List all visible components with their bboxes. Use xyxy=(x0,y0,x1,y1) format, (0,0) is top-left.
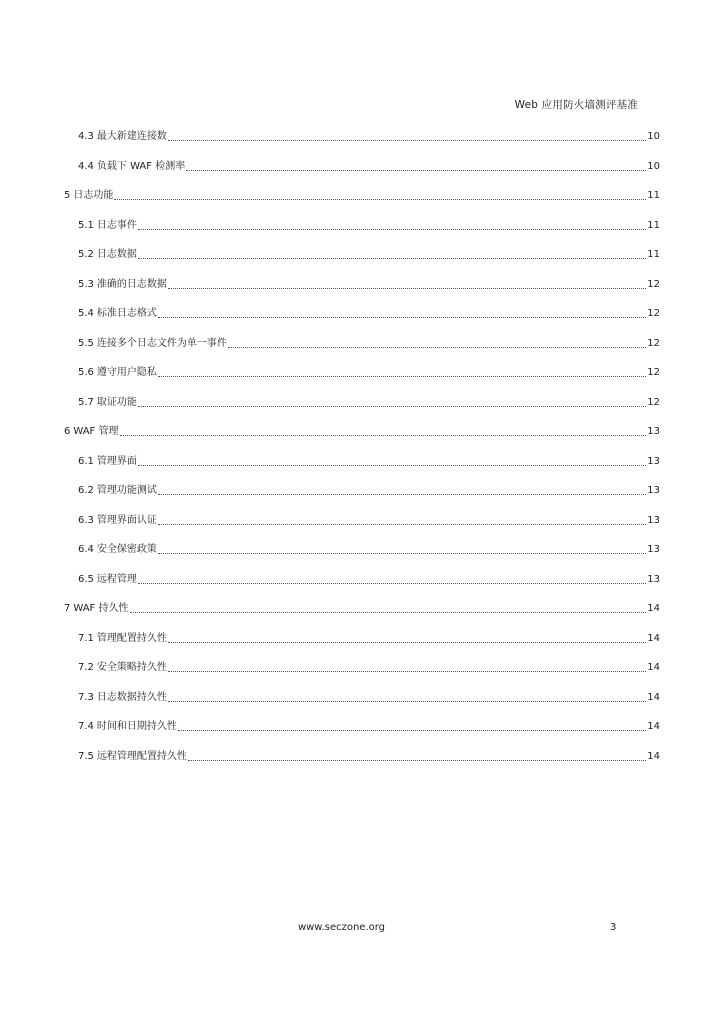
toc-entry-title: 远程管理 xyxy=(96,573,137,585)
toc-entry-page: 11 xyxy=(647,249,660,260)
toc-entry-title: 标准日志格式 xyxy=(96,308,157,319)
footer-page-number: 3 xyxy=(610,922,617,933)
toc-entry-number: 6.2 xyxy=(78,485,94,496)
toc-entry-number: 6.4 xyxy=(78,544,94,555)
toc-entry-number: 5.1 xyxy=(78,219,94,231)
toc-dot-leader xyxy=(178,730,646,731)
toc-dot-leader xyxy=(158,524,646,525)
toc-entry-number: 6.3 xyxy=(78,514,94,526)
toc-entry-page: 12 xyxy=(647,308,660,319)
toc-entry-title: 取证功能 xyxy=(96,396,137,408)
toc-entry-number: 7.3 xyxy=(78,691,94,703)
toc-entry-number: 5.5 xyxy=(78,337,94,349)
toc-entry[interactable] xyxy=(78,276,660,292)
toc-entry[interactable] xyxy=(78,659,660,675)
toc-entry[interactable] xyxy=(78,246,660,262)
toc-entry-page: 13 xyxy=(647,544,660,555)
toc-entry-page: 14 xyxy=(647,721,660,732)
toc-entry-page: 12 xyxy=(647,278,660,290)
toc-entry-title: 日志数据 xyxy=(96,249,137,260)
toc-entry-number: 5.4 xyxy=(78,308,94,319)
toc-entry[interactable] xyxy=(78,364,660,380)
toc-entry-number: 5.3 xyxy=(78,278,94,290)
toc-dot-leader xyxy=(158,553,646,554)
toc-entry-number: 7 xyxy=(64,603,71,614)
toc-entry[interactable] xyxy=(78,217,660,233)
toc-entry-page: 11 xyxy=(647,219,660,231)
toc-entry-number: 5.2 xyxy=(78,249,94,260)
toc-entry-number: 4.3 xyxy=(78,131,94,142)
toc-dot-leader xyxy=(168,671,646,672)
toc-entry-title: 日志功能 xyxy=(73,190,114,201)
toc-entry-page: 13 xyxy=(647,455,660,467)
toc-entry-title: 管理界面认证 xyxy=(96,514,157,526)
toc-entry-title: 连接多个日志文件为单一事件 xyxy=(96,337,227,349)
toc-entry[interactable] xyxy=(78,748,660,764)
toc-dot-leader xyxy=(138,406,646,407)
toc-entry[interactable] xyxy=(78,512,660,528)
toc-entry-page: 14 xyxy=(647,662,660,673)
toc-entry-title: 远程管理配置持久性 xyxy=(96,750,187,762)
toc-entry-page: 10 xyxy=(647,131,660,142)
toc-entry-page: 12 xyxy=(647,396,660,408)
toc-entry-number: 5.7 xyxy=(78,396,94,408)
toc-dot-leader xyxy=(228,347,646,348)
footer-url[interactable]: www.seczone.org xyxy=(297,922,386,933)
toc-entry-title: 日志事件 xyxy=(96,219,137,231)
toc-entry-number: 4.4 xyxy=(78,160,94,172)
toc-entry-number: 6 xyxy=(64,426,71,437)
toc-entry-page: 12 xyxy=(647,337,660,349)
toc-entry-page: 13 xyxy=(647,426,660,437)
toc-entry-page: 11 xyxy=(647,190,660,201)
toc-entry-title: 安全策略持久性 xyxy=(96,662,167,673)
toc-entry-title: WAF 管理 xyxy=(73,426,119,437)
toc-entry[interactable] xyxy=(78,394,660,410)
toc-entry-page: 13 xyxy=(647,485,660,496)
toc-entry-number: 7.5 xyxy=(78,750,94,762)
toc-entry[interactable] xyxy=(78,482,660,498)
toc-entry-page: 12 xyxy=(647,367,660,378)
toc-entry-number: 6.1 xyxy=(78,455,94,467)
toc-entry-number: 7.4 xyxy=(78,721,94,732)
toc-entry-number: 5 xyxy=(64,190,71,201)
toc-entry-title: 负载下 WAF 检测率 xyxy=(96,160,186,172)
toc-entry[interactable] xyxy=(78,305,660,321)
toc-entry[interactable] xyxy=(78,630,660,646)
toc-entry-title: 最大新建连接数 xyxy=(96,131,167,142)
toc-entry-page: 13 xyxy=(647,514,660,526)
toc-dot-leader xyxy=(158,317,646,318)
toc-dot-leader xyxy=(130,612,647,613)
toc-entry[interactable] xyxy=(78,128,660,144)
toc-dot-leader xyxy=(138,258,646,259)
toc-entry-title: 日志数据持久性 xyxy=(96,691,167,703)
toc-entry-title: 准确的日志数据 xyxy=(96,278,167,290)
toc-entry-number: 7.1 xyxy=(78,632,94,644)
toc-entry-number: 5.6 xyxy=(78,367,94,378)
toc-entry[interactable] xyxy=(78,453,660,469)
toc-entry[interactable] xyxy=(64,600,660,616)
toc-entry[interactable] xyxy=(78,718,660,734)
toc-entry-number: 7.2 xyxy=(78,662,94,673)
toc-dot-leader xyxy=(138,465,646,466)
toc-entry[interactable] xyxy=(78,689,660,705)
toc-dot-leader xyxy=(168,140,646,141)
toc-dot-leader xyxy=(158,376,646,377)
toc-entry-title: 管理界面 xyxy=(96,455,137,467)
toc-dot-leader xyxy=(168,701,646,702)
toc-entry-title: 管理配置持久性 xyxy=(96,632,167,644)
toc-entry-page: 14 xyxy=(647,603,660,614)
toc-entry-title: WAF 持久性 xyxy=(73,603,129,614)
toc-entry-page: 14 xyxy=(647,691,660,703)
toc-entry[interactable] xyxy=(78,571,660,587)
page-header: Web 应用防火墙测评基准 xyxy=(514,99,638,111)
toc-entry-title: 遵守用户隐私 xyxy=(96,367,157,378)
toc-dot-leader xyxy=(168,642,646,643)
toc-dot-leader xyxy=(168,288,646,289)
toc-entry[interactable] xyxy=(78,541,660,557)
toc-entry[interactable] xyxy=(64,187,660,203)
toc-dot-leader xyxy=(186,170,646,171)
toc-entry[interactable] xyxy=(78,335,660,351)
toc-entry-number: 6.5 xyxy=(78,573,94,585)
toc-dot-leader xyxy=(114,199,646,200)
toc-entry-title: 安全保密政策 xyxy=(96,544,157,555)
toc-entry-title: 时间和日期持久性 xyxy=(96,721,177,732)
toc-entry-page: 10 xyxy=(647,160,660,172)
toc-dot-leader xyxy=(120,435,647,436)
toc-entry-page: 14 xyxy=(647,750,660,762)
toc-dot-leader xyxy=(138,229,646,230)
toc-dot-leader xyxy=(188,760,646,761)
toc-entry[interactable] xyxy=(64,423,660,439)
toc-entry-page: 14 xyxy=(647,632,660,644)
toc-dot-leader xyxy=(138,583,646,584)
toc-entry-title: 管理功能测试 xyxy=(96,485,157,496)
toc-entry-page: 13 xyxy=(647,573,660,585)
toc-entry[interactable] xyxy=(78,158,660,174)
toc-dot-leader xyxy=(158,494,646,495)
